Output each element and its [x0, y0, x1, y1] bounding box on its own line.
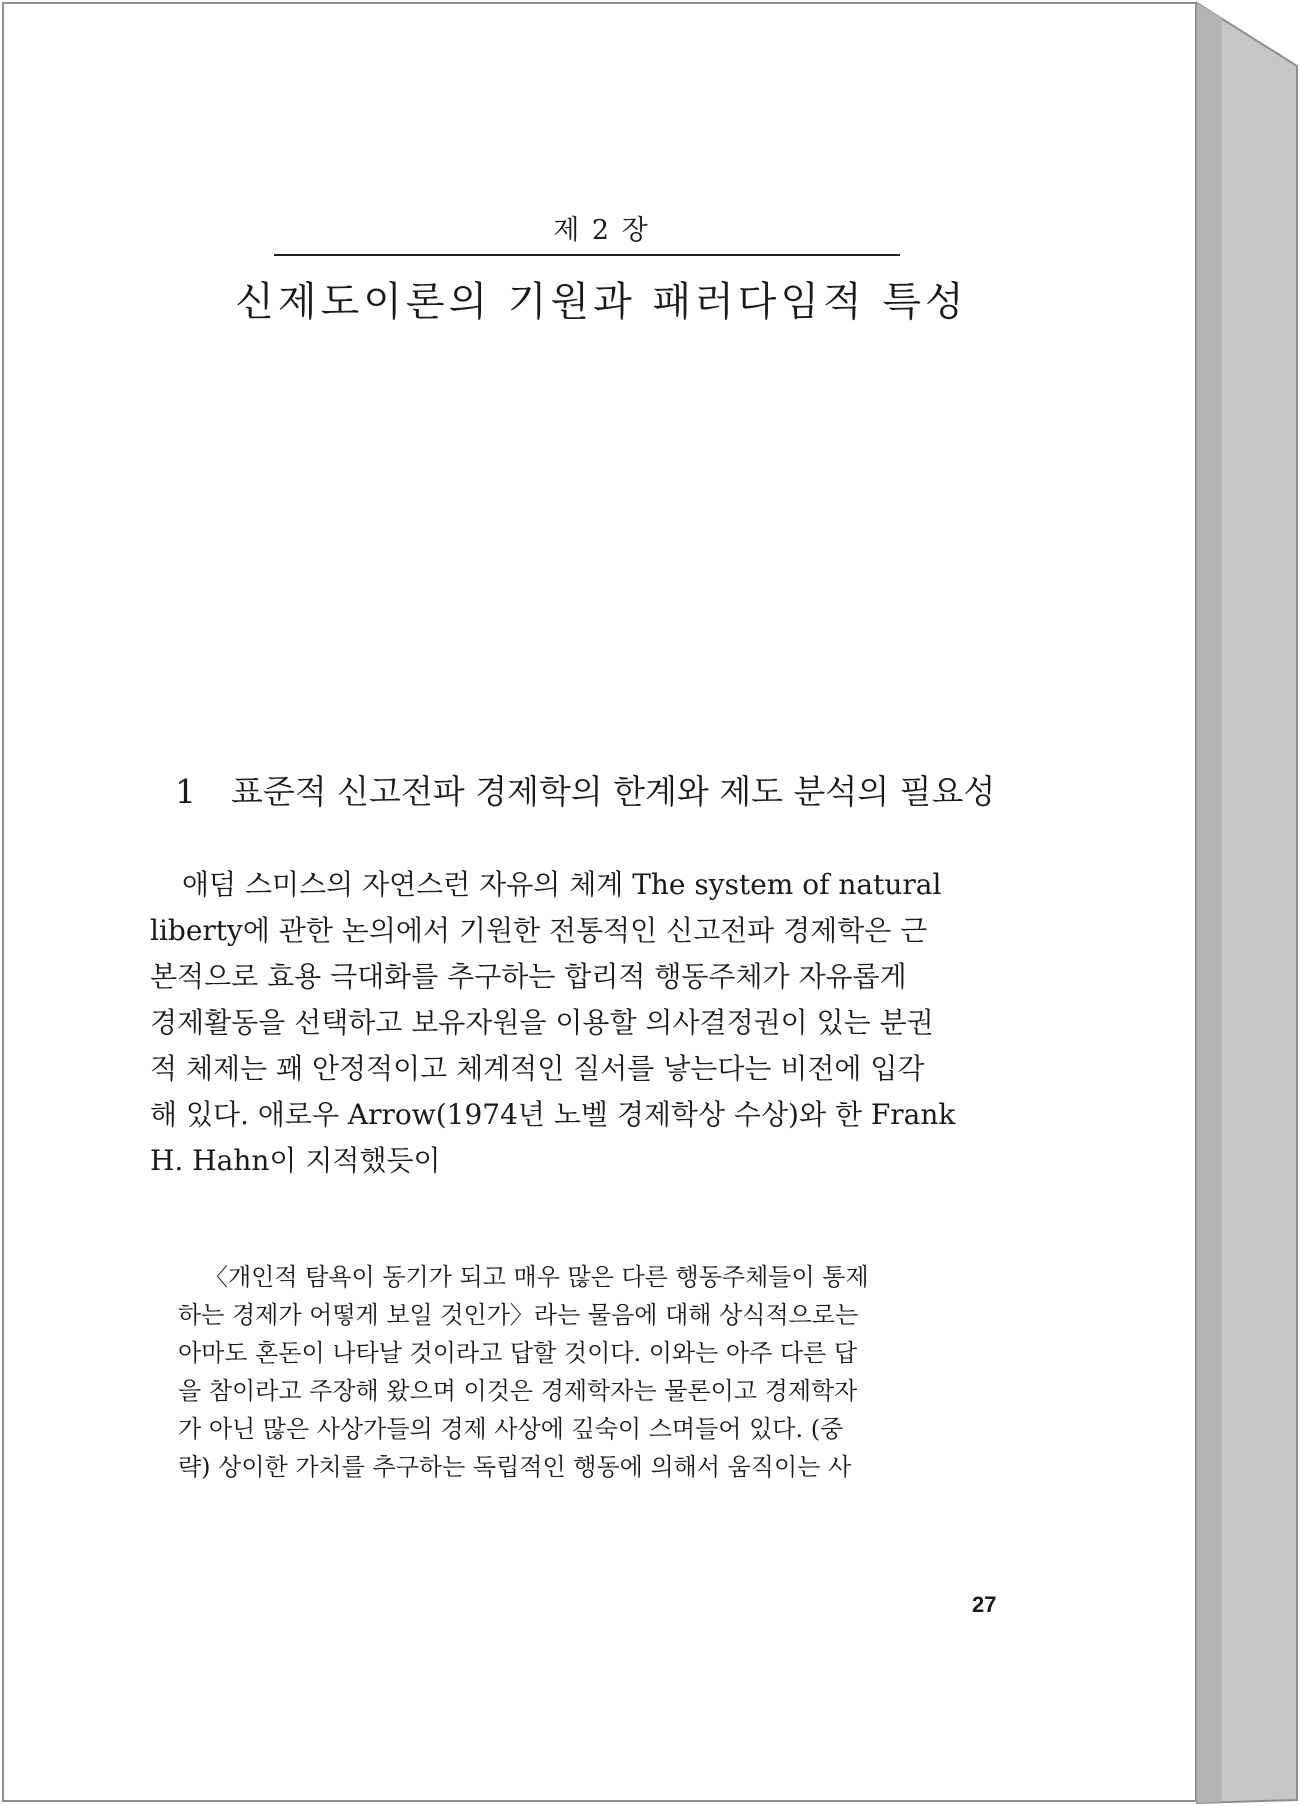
- quote-line: 아마도 혼돈이 나타날 것이라고 답할 것이다. 이와는 아주 다른 답: [178, 1339, 858, 1367]
- section-title: 표준적 신고전파 경제학의 한계와 제도 분석의 필요성: [231, 772, 996, 811]
- book-side-shade: [1197, 3, 1222, 1803]
- section-heading: [175, 766, 995, 813]
- body-line: 경제활동을 선택하고 보유자원을 이용할 의사결정권이 있는 분권: [150, 1006, 934, 1039]
- quote-line: 략) 상이한 가치를 추구하는 독립적인 행동에 의해서 움직이는 사: [178, 1453, 852, 1481]
- quote-line: 가 아닌 많은 사상가들의 경제 사상에 깊숙이 스며들어 있다. (중: [178, 1415, 844, 1443]
- chapter-title: 신제도이론의 기원과 패러다임적 특성: [235, 279, 968, 325]
- book-page: [2, 2, 1197, 1802]
- body-line: 해 있다. 애로우 Arrow(1974년 노벨 경제학상 수상)와 한 Frank: [150, 1098, 956, 1131]
- body-line: 적 체제는 꽤 안정적이고 체계적인 질서를 낳는다는 비전에 입각: [150, 1052, 925, 1085]
- chapter-label: 제 2 장: [553, 215, 650, 246]
- quote-line: 하는 경제가 어떻게 보일 것인가〉라는 물음에 대해 상식적으로는: [178, 1301, 859, 1329]
- body-paragraph: [150, 862, 1035, 1184]
- section-number: 1: [175, 772, 196, 811]
- chapter-divider: [274, 254, 900, 256]
- body-line: 애덤 스미스의 자연스런 자유의 체계 The system of natural: [182, 868, 942, 901]
- block-quote: [178, 1258, 1036, 1486]
- body-line: liberty에 관한 논의에서 기원한 전통적인 신고전파 경제학은 근: [150, 914, 928, 947]
- page-number: 27: [972, 1592, 997, 1617]
- body-line: 본적으로 효용 극대화를 추구하는 합리적 행동주체가 자유롭게: [150, 960, 907, 993]
- quote-line: 을 참이라고 주장해 왔으며 이것은 경제학자는 물론이고 경제학자: [178, 1377, 858, 1405]
- body-line: H. Hahn이 지적했듯이: [150, 1144, 441, 1177]
- quote-line: 〈개인적 탐욕이 동기가 되고 매우 많은 다른 행동주체들이 통제: [204, 1263, 869, 1291]
